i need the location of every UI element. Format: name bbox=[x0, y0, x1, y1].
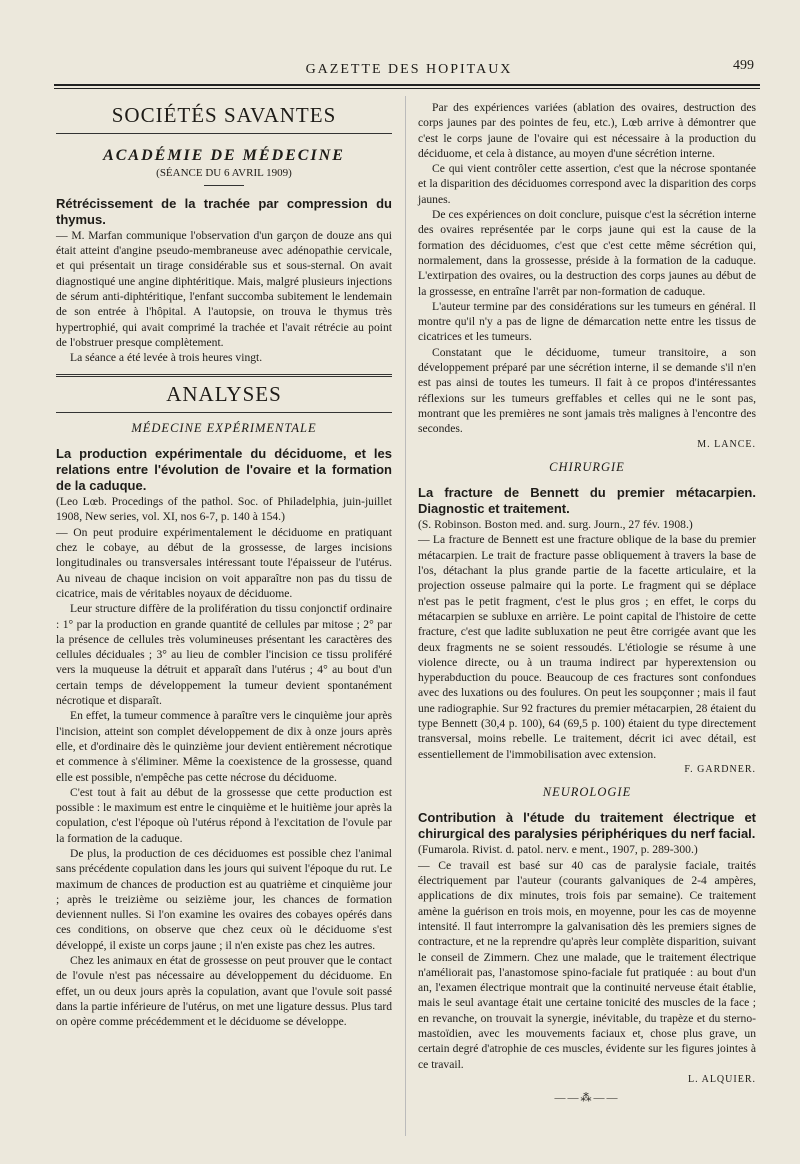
author-signature: L. ALQUIER. bbox=[688, 1073, 756, 1085]
article-title: La production expérimentale du déciduome, et les relations entre l'évolution de l'ovaire et la formation de la caduque. bbox=[56, 446, 392, 494]
masthead-title: GAZETTE DES HOPITAUX bbox=[305, 62, 513, 77]
article-paragraph: Chez les animaux en état de grossesse on peut prouver que le contact de l'ovule n'est pas nécessaire au développement du déciduome. En effet, un ou deux jours après la copulation, avant que l'ovule soit passé dans la partie inférieure de l'utérus, on met une ligature dessus. Plus tard on opère comme précédemment et le déciduome se développe. bbox=[56, 954, 392, 1029]
neurologie-title: NEUROLOGIE bbox=[542, 785, 632, 800]
left-column bbox=[56, 100, 392, 1030]
header-rule bbox=[54, 84, 760, 86]
divider bbox=[56, 133, 392, 134]
right-column bbox=[418, 100, 756, 1107]
medecine-title: MÉDECINE EXPÉRIMENTALE bbox=[131, 420, 317, 435]
article-paragraph: En effet, la tumeur commence à paraître vers le cinquième jour après l'incision, atteint son complet développement de dix à onze jours après elle, et d'ordinaire dès le quinzième jour devient entièrement nécrotique et commence à s'éliminer. Même la coexistence de la grossesse, quand elle est possible, n'empêche pas cette nécrose du déciduome. bbox=[56, 709, 392, 784]
article-paragraph: Leur structure diffère de la prolifération du tissu conjonctif ordinaire : 1° par la production en grande quantité de cellules par mitose ; 2° par la présence de cellules très volumineuses présentant les caractères des cellules déciduales ; 3° au lieu de combler l'incision ce tissu proliféré vers la muqueuse la détruit et apparaît dans l'utérus ; 4° au bout d'un certain temps de développement la tumeur devient spontanément nécrotique et disparaît. bbox=[56, 602, 392, 708]
article-paragraph: Constatant que le déciduome, tumeur transitoire, a son développement préparé par une sécrétion interne, il se demande s'il n'en est pas ainsi de toutes les tumeurs. Il fait à ce propos d'intéressantes réflexions sur les tumeurs greffables et celles qui ne le sont pas, montrant que les premières ne sont jamais très malignes à l'encontre des secondes. bbox=[418, 345, 756, 436]
article-paragraph: De plus, la production de ces déciduomes est possible chez l'animal sans précédente copulation dans les jours qui suivent l'époque du rut. Le maximum de chances de production est au quatrième et cinquième jour ; après le treizième ou seizième jour, les chances de formation deviennent nulles. Si l'on examine les ovaires des cobayes opérés dans ces conditions, on observe que chez ceux où le déciduome s'est développé, il existe un corps jaune ; il n'en existe pas chez les autres. bbox=[56, 846, 392, 952]
end-ornament-icon: ——⁂—— bbox=[554, 1092, 620, 1105]
article-reference: (S. Robinson. Boston med. and. surg. Journ., 27 fév. 1908.) bbox=[418, 518, 693, 532]
article-paragraph: — Ce travail est basé sur 40 cas de paralysie faciale, traités électriquement par l'auteur (courants galvaniques de 2-4 ampères, applications de dix minutes, trois fois par semaine). Ce traitement amène la guérison en trois mois, en moyenne, pour les cas de moyenne intensité. Il faut interrompre la galvanisation dès les premiers signes de contracture, et ne la reprendre qu'après leur complète disparition, suivant le conseil de Zimmern. Chez une malade, que le traitement électrique n'améliorait pas, l'anastomose spino-faciale fut pratiquée : au bout d'un an, l'examen électrique montrait que la continuité nerveuse était établie, mais le seul avantage était une certaine tonicité des muscles de la face ; en revanche, on trouvait la synergie, inévitable, du trapèze et du sterno-mastoïdien, avec les mouvements faciaux et, chose plus grave, un certain degré d'atrophie de ces muscles, évidente sur les figures jointes à ce travail. bbox=[418, 858, 756, 1071]
article-title: La fracture de Bennett du premier métacarpien. Diagnostic et traitement. bbox=[418, 485, 756, 517]
societes-title: SOCIÉTÉS SAVANTES bbox=[111, 103, 337, 127]
article-paragraph: Ce qui vient contrôler cette assertion, c'est que la nécrose spontanée et la disparition des déciduomes correspond avec la disparition des corps jaunes. bbox=[418, 162, 756, 206]
article-title: Contribution à l'étude du traitement électrique et chirurgical des paralysies périphériques du nerf facial. bbox=[418, 810, 756, 842]
page-number: 499 bbox=[733, 58, 754, 73]
article-paragraph: — La fracture de Bennett est une fracture oblique de la base du premier métacarpien. Le trait de fracture passe obliquement à travers la base de l'os, détachant la plus grande partie de la facette articulaire, et la projection osseuse palmaire qui la porte. Le fragment qui se déplace n'est pas le petit fragment, c'est le plus gros ; en effet, le corps du métacarpien se subluxe en arrière. Le point capital de l'histoire de cette fracture, c'est que ladite subluxation ne peut être corrigée avant que les deux fragments ne se soient ressoudés. L'étiologie se résume à une violence directe, ou à un trauma indirect par hyperextension ou hyperabduction du pouce. Beaucoup de ces fractures sont confondues avec des luxations ou des foulures. On peut les soupçonner ; mais il faut une radiographie. Sur 92 fractures du premier métacarpien, 28 étaient du type Bennett (30,4 p. 100), 64 (69,5 p. 100) étaient du type directement transversal, moins rebelle. Le traitement, décrit ici avec détail, est essentiellement de l'immobilisation avec extension. bbox=[418, 533, 756, 761]
article-paragraph: C'est tout à fait au début de la grossesse que cette production est possible : le maximum est entre le cinquième et le huitième jour après la copulation, c'est l'époque où l'utérus répond à l'excitation de l'ovule par la formation de la caduque. bbox=[56, 785, 392, 845]
seance-date: (SÉANCE DU 6 AVRIL 1909) bbox=[156, 166, 292, 179]
header-rule-thin bbox=[54, 88, 760, 89]
article-paragraph: — On peut produire expérimentalement le déciduome en pratiquant chez le cobaye, au début de la grossesse, de larges incisions longitudinales ou transversales intéressant toute l'épaisseur de l'utérus. Au niveau de chaque incision on voit apparaître non pas du tissu de cicatrice, mais de véritables noyaux de déciduome. bbox=[56, 525, 392, 600]
column-divider bbox=[405, 96, 406, 1136]
divider bbox=[56, 412, 392, 413]
double-divider bbox=[56, 374, 392, 377]
article-reference: (Fumarola. Rivist. d. patol. nerv. e ment., 1907, p. 289-300.) bbox=[418, 843, 698, 857]
article-paragraph: De ces expériences on doit conclure, puisque c'est la sécrétion interne des ovaires représentée par le corps jaune qui est la cause de la formation des déciduomes, c'est que c'est cette même sécrétion qui, normalement, dans la grossesse, préside à la formation de la caduque. L'extirpation des ovaires, ou la destruction des corps jaunes au début de la grossesse, en entraîne l'arrêt par non-formation de caduque. bbox=[418, 208, 756, 298]
author-signature: M. LANCE. bbox=[697, 438, 756, 450]
article-reference: (Leo Lœb. Procedings of the pathol. Soc. of Philadelphia, juin-juillet 1908, New series, vol. XI, nos 6-7, p. 140 à 154.) bbox=[56, 495, 392, 524]
short-rule bbox=[204, 185, 244, 186]
analyses-title: ANALYSES bbox=[166, 381, 282, 406]
article-paragraph: Par des expériences variées (ablation des ovaires, destruction des corps jaunes par des pointes de feu, etc.), Lœb arrive à démontrer que c'est le corps jaune de l'ovaire qui est nécessaire à la production du déciduome, et cela à distance, au moyen d'une sécrétion interne. bbox=[418, 101, 756, 160]
seance-closing: La séance a été levée à trois heures vingt. bbox=[70, 351, 263, 365]
article-paragraph: L'auteur termine par des considérations sur les tumeurs en général. Il montre qu'il n'y a pas de ligne de démarcation nette entre les tissus de cicatrices et les tumeurs. bbox=[418, 299, 756, 344]
article-body: — M. Marfan communique l'observation d'un garçon de douze ans qui était atteint d'angine pseudo-membraneuse avec adénopathie cervicale, et qui présentait un tirage considérable sus et sous-sternal. On avait diagnostiqué une angine diphtéritique. Mais, malgré plusieurs injections de sérum anti-diphtéritique, l'enfant succomba subitement le lendemain de son entrée à l'hôpital. A l'autopsie, on trouva le thymus très hypertrophié, qui avait comprimé la trachée et l'avait rétrécie au point de l'obstruer presque complètement. bbox=[56, 228, 392, 349]
academie-title: ACADÉMIE DE MÉDECINE bbox=[103, 147, 345, 165]
chirurgie-title: CHIRURGIE bbox=[549, 459, 625, 474]
author-signature: F. GARDNER. bbox=[684, 763, 756, 775]
article-title: Rétrécissement de la trachée par compression du thymus. bbox=[56, 195, 392, 227]
